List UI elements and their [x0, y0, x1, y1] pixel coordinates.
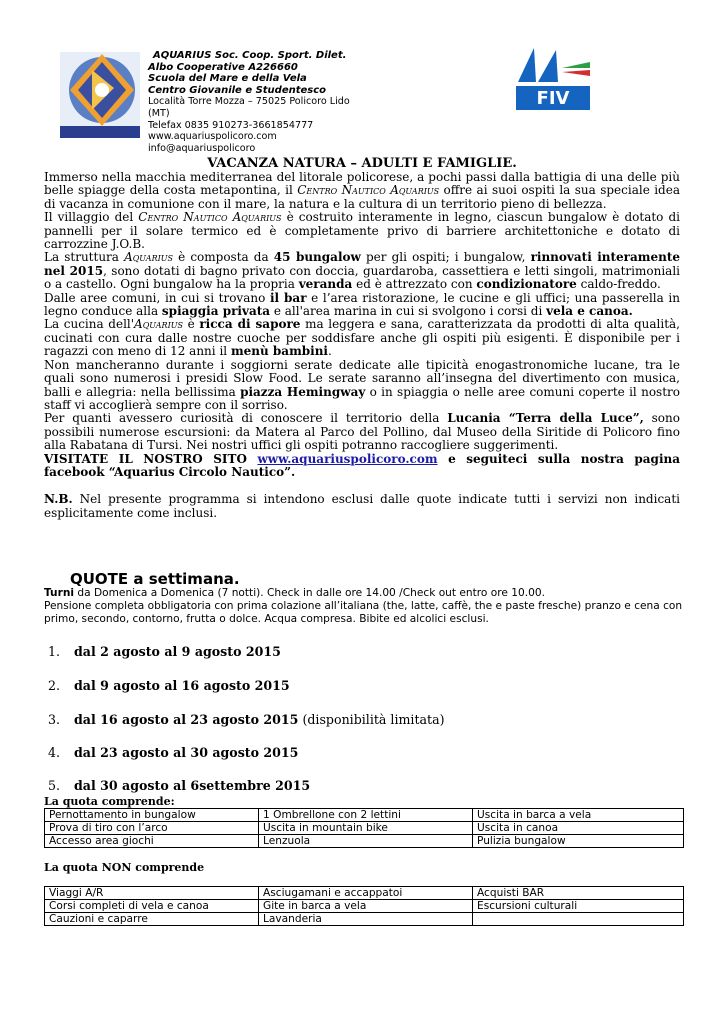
- paragraph-village: Il villaggio del Centro Nautico Aquarius è costruito interamente in legno, ciascun bungalow è dotato di pannelli per il solare termico ed è completamente privo di barriere architettoniche e dotato di carrozzine J.O.B.: [44, 210, 681, 252]
- phone: Telefax 0835 910273-3661854777: [148, 119, 314, 131]
- table-row: [45, 913, 684, 926]
- period-item: 2. dal 9 agosto al 16 agosto 2015: [48, 678, 290, 693]
- turni-info: Turni da Domenica a Domenica (7 notti). Check in dalle ore 14.00 /Check out entro ore 10.00. Pensione completa obbligatoria con prima colazione all’italiana (the, latte, caffè, the e paste fresche) pranzo e cena con primo, secondo, contorno, frutta o dolce. Acqua compresa. Bibite ed alcolici esclusi.: [44, 587, 683, 626]
- fiv-label: FIV: [536, 88, 570, 109]
- excludes-title: La quota NON comprende: [44, 861, 205, 874]
- table-row: [45, 835, 684, 848]
- table-cell: Prova di tiro con l’arco: [45, 822, 259, 835]
- table-cell: Asciugamani e accappatoi: [259, 887, 473, 900]
- address: Località Torre Mozza – 75025 Policoro Lido (MT): [148, 96, 350, 119]
- table-cell: Uscita in mountain bike: [259, 822, 473, 835]
- table-row: [45, 887, 684, 900]
- period-item: 1. dal 2 agosto al 9 agosto 2015: [48, 644, 281, 659]
- centro: Centro Giovanile e Studentesco: [148, 84, 327, 96]
- table-cell: Gite in barca a vela: [259, 900, 473, 913]
- aquarius-logo: [48, 40, 143, 140]
- table-cell: Acquisti BAR: [473, 887, 684, 900]
- email: info@aquariuspolicoro: [148, 142, 256, 154]
- table-row: [45, 900, 684, 913]
- includes-title: La quota comprende:: [44, 795, 175, 808]
- paragraph-kitchen: La cucina dell'Aquarius è ricca di sapore ma leggera e sana, caratterizzata da prodotti di alta qualità, cucinati con cura dalle nostre cuoche per soddisfare anche gli ospiti più esigenti. È disponibile per i ragazzi con meno di 12 anni il menù bambini.: [44, 317, 680, 359]
- period-item: 3. dal 16 agosto al 23 agosto 2015 (disponibilità limitata): [48, 712, 445, 727]
- table-cell: [473, 913, 684, 926]
- main-text: [44, 156, 680, 520]
- table-cell: Accesso area giochi: [45, 835, 259, 848]
- table-cell: Pernottamento in bungalow: [45, 809, 259, 822]
- paragraph-intro: Immerso nella macchia mediterranea del litorale policorese, a pochi passi dalla battigia di una delle più belle spiagge della costa metapontina, il Centro Nautico Aquarius offre ai suoi ospiti la sua speciale idea di vacanza in comunione con il mare, la natura e la cultura di un territorio pieno di bellezza.: [44, 170, 680, 211]
- paragraph-evenings: Non mancheranno durante i soggiorni serate dedicate alle tipicità enogastronomiche lucane, tra le quali sono numerosi i presidi Slow Food. Le serate saranno all’insegna del divertimento con musica, balli e allegria: nella bellissima piazza Hemingway o in spiaggia o nelle aree comuni coperte il nostro staff vi accoglierà sempre con il sorriso.: [44, 357, 680, 412]
- website: www.aquariuspolicoro.com: [148, 131, 277, 143]
- excludes-table: [44, 886, 684, 926]
- paragraph-common-areas: Dalle aree comuni, in cui si trovano il bar e l’area ristorazione, le cucine e gli uffici; una passerella in legno conduce alla spiaggia privata e all'area marina in cui si svolgono i corsi di vela e canoa.: [44, 290, 680, 319]
- paragraph-nb: N.B. Nel presente programma si intendono esclusi dalle quote indicate tutti i servizi non indicati esplicitamente come inclusi.: [44, 492, 680, 520]
- quote-heading: QUOTE a settimana.: [70, 570, 240, 588]
- table-cell: Cauzioni e caparre: [45, 913, 259, 926]
- table-cell: Escursioni culturali: [473, 900, 684, 913]
- table-cell: Uscita in canoa: [473, 822, 684, 835]
- table-cell: Pulizia bungalow: [473, 835, 684, 848]
- fiv-logo: [512, 46, 592, 112]
- website-link[interactable]: www.aquariuspolicoro.com: [257, 451, 438, 466]
- scuola: Scuola del Mare e della Vela: [148, 73, 307, 85]
- table-cell: Lavanderia: [259, 913, 473, 926]
- page-title: VACANZA NATURA – ADULTI E FAMIGLIE.: [207, 156, 517, 171]
- includes-table: [44, 808, 684, 848]
- table-cell: Lenzuola: [259, 835, 473, 848]
- paragraph-excursions: Per quanti avessero curiosità di conoscere il territorio della Lucania “Terra della Luce”, sono possibili numerose escursioni: da Matera al Parco del Pollino, dal Museo della Siritide di Policoro fino alla Rabatana di Tursi. Nei nostri uffici gli ospiti potranno raccogliere suggerimenti.: [44, 411, 680, 453]
- period-item: 4. dal 23 agosto al 30 agosto 2015: [48, 745, 299, 760]
- pensione-info: Pensione completa obbligatoria con prima colazione all’italiana (the, latte, caffè, the e paste fresche) pranzo e cena con primo, secondo, contorno, frutta o dolce. Acqua compresa. Bibite ed alcolici esclusi.: [44, 600, 683, 626]
- table-row: [45, 809, 684, 822]
- table-cell: Uscita in barca a vela: [473, 809, 684, 822]
- table-row: [45, 822, 684, 835]
- table-cell: Corsi completi di vela e canoa: [45, 900, 259, 913]
- table-cell: Viaggi A/R: [45, 887, 259, 900]
- albo: Albo Cooperative A226660: [148, 61, 298, 73]
- paragraph-structure: La struttura Aquarius è composta da 45 bungalow per gli ospiti; i bungalow, rinnovati interamente nel 2015, sono dotati di bagno privato con doccia, guardaroba, cassettiera e letti singoli, matrimoniali o a castello. Ogni bungalow ha la propria veranda ed è attrezzato con condizionatore caldo-freddo.: [44, 250, 681, 292]
- org-name: AQUARIUS Soc. Coop. Sport. Dilet.: [153, 50, 347, 61]
- table-cell: 1 Ombrellone con 2 lettini: [259, 809, 473, 822]
- header-info: [148, 50, 368, 154]
- paragraph-visit: VISITATE IL NOSTRO SITO www.aquariuspolicoro.com e seguiteci sulla nostra pagina facebook “Aquarius Circolo Nautico”.: [44, 451, 680, 479]
- period-item: 5. dal 30 agosto al 6settembre 2015: [48, 778, 311, 793]
